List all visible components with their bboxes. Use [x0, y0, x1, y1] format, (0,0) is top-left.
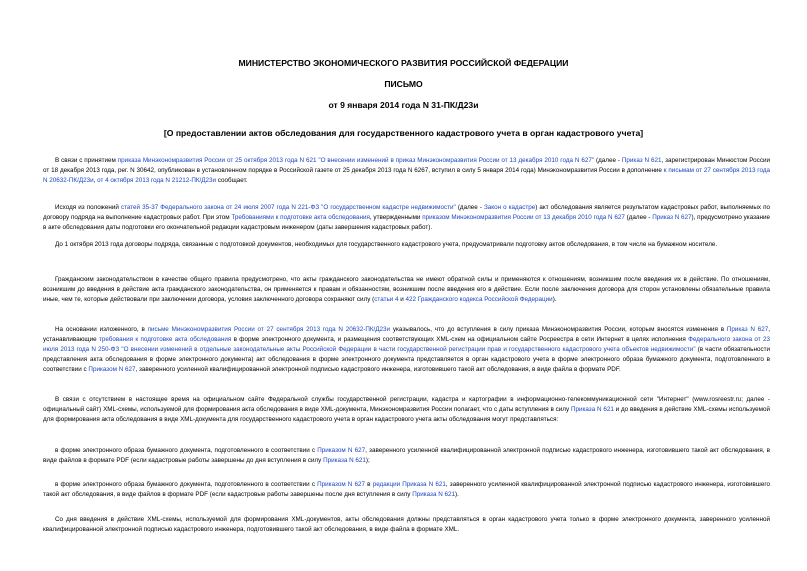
text: указывалось, что до вступления в силу приказа Минэкономразвития России, которым вносятся изменения в: [390, 326, 727, 333]
link-letter-21212[interactable]: от 4 октября 2013 года N 21212-ПК/Д23и: [97, 176, 217, 184]
link-order-621[interactable]: приказа Минэкономразвития России от 25 октября 2013 года N 621 "О внесении изменений в приказ Минэкономразвития России от 13 декабря 2010 года N 627": [117, 157, 595, 164]
text: );: [365, 456, 370, 464]
link-requirements[interactable]: Требованиями к подготовке акта обследования: [231, 213, 370, 221]
link-letter-20632[interactable]: письме Минэкономразвития России от 27 сентября 2013 года N 20632-ПК/Д23и: [147, 326, 391, 333]
text: ,: [93, 176, 98, 184]
text: Со дня введения в действие XML-схемы, используемой для формирования XML-документов, акты обследования должны представляться в орган кадастрового учета только в форме электронного документа, заверенного усиленной квалифицированной электронной подписью кадастрового инженера, подготовившего такой акт обследования, в виде файла в формате XML.: [43, 516, 770, 533]
text: (далее -: [624, 213, 653, 221]
text: , зарегистрирован Минюстом России от 18 декабря 2013 года, рег. N 30642, опубликован в установленном порядке в Российской газете от 25 декабря 2013 года N 6267, вступил в силу 5 января 2014 года) Минэкономразвития России в дополнение: [43, 157, 770, 174]
text: В связи с отсутствием в настоящее время на официальном сайте Федеральной службы государственной регистрации, кадастра и картографии в информационно-телекоммуникационной сети "Интернет" (www.rosreestr.ru; далее - официальный сайт) XML-схемы, используемой для формирования акта обследования в виде XML-документа, Минэкономразвития России полагает, что с даты вступления в силу: [43, 396, 770, 413]
text: ) акт обследования является результатом кадастровых работ, выполняемых по договору подряда на выполнение кадастровых работ. При этом: [43, 204, 771, 221]
text: ).: [552, 295, 557, 303]
link-cadastre-law-articles[interactable]: статей 35-37 Федерального закона от 24 июля 2007 года N 221-ФЗ "О государственном кадастре недвижимости": [120, 204, 456, 211]
text: в форме электронного образа бумажного документа, подготовленного в соответствии с: [55, 481, 318, 488]
paragraph-7: [43, 446, 770, 466]
link-order-627[interactable]: Приказом N 627: [317, 447, 366, 454]
link-order-627[interactable]: Приказ N 627: [726, 326, 769, 333]
paragraph-3: [43, 240, 770, 250]
link-order-621-edition[interactable]: редакции Приказа N 621: [372, 481, 446, 488]
text: в форме электронного образа бумажного документа, подготовленного в соответствии с: [55, 447, 318, 454]
document-date-number: от 9 января 2014 года N 31-ПК/Д23и: [328, 100, 479, 110]
link-civil-code-art-422[interactable]: 422 Гражданского кодекса Российской Федерации: [405, 295, 553, 303]
link-order-621-short[interactable]: Приказ N 621: [621, 157, 662, 164]
text: Гражданским законодательством в качестве общего правила предусмотрено, что акты гражданского законодательства не имеют обратной силы и применяются к отношениям, возникшим после введения их в действие. По отношениям, возникшим до введения в действие акта гражданского законодательства, он применяется к правам и обязанностям, возникшим после введения его в действие. Если после заключения договора для сторон установлены обязательные правила иные, чем те, которые действовали при заключении договора, условия заключенного договора сохраняют силу (: [43, 276, 770, 303]
paragraph-5: [43, 325, 770, 375]
link-order-627[interactable]: Приказом N 627: [88, 365, 136, 373]
document-type: ПИСЬМО: [384, 79, 423, 89]
text: В связи с принятием: [55, 157, 118, 164]
paragraph-6: [43, 395, 770, 425]
link-civil-code-art-4[interactable]: статьи 4: [374, 295, 399, 303]
text: (далее -: [594, 157, 622, 164]
paragraph-1: [43, 156, 770, 186]
link-requirements[interactable]: требования к подготовке акта обследования: [98, 335, 232, 343]
text: , утвержденными: [369, 213, 423, 221]
text: в: [365, 481, 373, 488]
link-cadastre-law[interactable]: Закон о кадастре: [483, 204, 536, 211]
link-federal-law-250[interactable]: Федерального закона от 23 июля 2013 года N 250-ФЗ "О внесении изменений в отдельные законодательные акты Российской Федерации в части государственной регистрации прав и государственного кадастрового учета объектов недвижимости": [43, 335, 770, 353]
link-order-627[interactable]: Приказом N 627: [317, 481, 366, 488]
link-order-627-short[interactable]: Приказ N 627: [652, 213, 692, 221]
text: До 1 октября 2013 года договоры подряда, связанные с подготовкой документов, необходимых для государственного кадастрового учета, предусматривали подготовку актов обследования, в том числе на бумажном носителе.: [55, 241, 718, 248]
text: и: [398, 295, 406, 303]
link-order-621[interactable]: Приказа N 621: [570, 405, 614, 413]
text: ).: [455, 490, 459, 498]
link-order-627[interactable]: приказом Минэкономразвития России от 13 декабря 2010 года N 627: [422, 213, 625, 221]
text: и до введения в действие XML-схемы используемой для формирования акта обследования в виде XML-документа для государственного кадастрового учета в орган кадастрового учета акты обследования могут представляться:: [43, 405, 770, 423]
link-order-621[interactable]: Приказа N 621: [412, 490, 455, 498]
text: сообщает.: [216, 176, 248, 184]
text: , заверенного усиленной квалифицированной электронной подписью кадастрового инженера, изготовившего такой акт обследования, в виде файлов в формате PDF (если кадастровые работы завершены после дня вступления в силу: [43, 481, 770, 498]
text: (в части обязательности представления акта обследования в форме электронного документа) акт обследования в форме электронного документа представляется в орган кадастрового учета в форме электронного образа бумажного документа, подготовленного в соответствии с: [43, 345, 770, 373]
ministry-heading: МИНИСТЕРСТВО ЭКОНОМИЧЕСКОГО РАЗВИТИЯ РОССИЙСКОЙ ФЕДЕРАЦИИ: [238, 58, 569, 68]
paragraph-4: [43, 275, 770, 305]
paragraph-8: [43, 480, 770, 500]
link-order-621[interactable]: Приказа N 621: [323, 456, 366, 464]
paragraph-9: [43, 515, 770, 535]
text: ), предусмотрено указание в акте обследования даты подготовки его окончательной редакции кадастровым инженером (даты завершения кадастровых работ).: [43, 213, 771, 231]
text: , заверенного усиленной квалифицированной электронной подписью кадастрового инженера, изготовившего такой акт обследования, в виде файлов в формате PDF (если кадастровые работы завершены до дня вступления в силу: [43, 447, 770, 464]
text: , устанавливающие: [43, 326, 771, 343]
link-letter-20632[interactable]: к письмам от 27 сентября 2013 года N 20632-ПК/Д23и: [43, 166, 770, 184]
text: На основании изложенного, в: [55, 326, 148, 333]
document-title: [О предоставлении актов обследования для государственного кадастрового учета в орган кадастрового учета]: [163, 128, 644, 138]
paragraph-2: [43, 203, 770, 233]
text: Исходя из положений: [55, 204, 121, 211]
text: (далее -: [455, 204, 484, 211]
text: в форме электронного документа, и размещения соответствующих XML-схем на официальном сайте Росреестра в сети Интернет в целях исполнения: [231, 335, 689, 343]
text: , заверенного усиленной квалифицированной электронной подписью кадастрового инженера, изготовившего такой акт обследования, в виде файла в формате PDF.: [135, 365, 621, 373]
